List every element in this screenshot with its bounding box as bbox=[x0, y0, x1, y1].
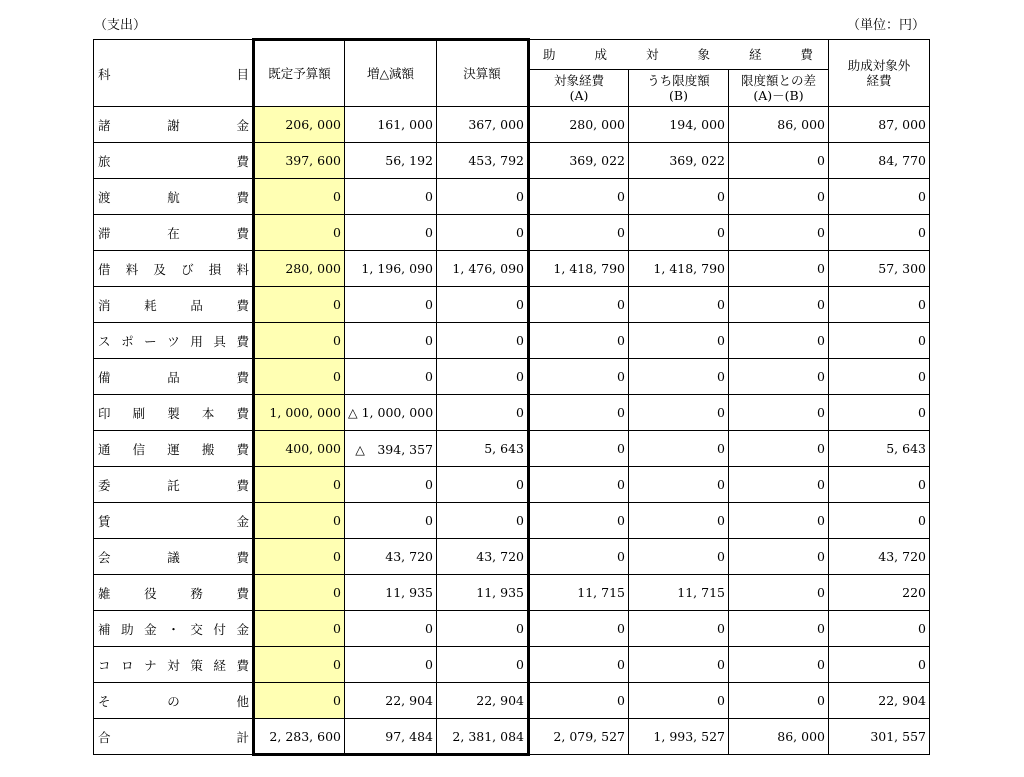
row-subject-char: 助 bbox=[121, 621, 134, 637]
eligible-group-char: 費 bbox=[800, 47, 813, 62]
cell-limit: 0 bbox=[629, 215, 729, 251]
cell-budget: 0 bbox=[254, 359, 345, 395]
cell-diff: 0 bbox=[729, 323, 829, 359]
cell-non-eligible: 0 bbox=[829, 395, 930, 431]
row-subject-char: 謝 bbox=[167, 117, 180, 133]
cell-diff: 0 bbox=[729, 179, 829, 215]
cell-settlement: 0 bbox=[437, 395, 529, 431]
table-row bbox=[94, 575, 930, 611]
row-subject-char: 金 bbox=[236, 513, 249, 529]
cell-non-eligible: 0 bbox=[829, 215, 930, 251]
cell-change: 0 bbox=[345, 503, 437, 539]
cell-limit: 0 bbox=[629, 683, 729, 719]
non-eligible-header-line2: 経費 bbox=[866, 73, 892, 88]
row-subject bbox=[94, 143, 254, 179]
cell-budget: 400, 000 bbox=[254, 431, 345, 467]
cell-change: 0 bbox=[345, 467, 437, 503]
row-subject bbox=[94, 719, 254, 755]
row-subject-char: 刷 bbox=[132, 405, 146, 421]
caption-expenditure: （支出） bbox=[94, 18, 147, 33]
cell-non-eligible: 0 bbox=[829, 467, 930, 503]
row-subject-char: 役 bbox=[144, 585, 157, 601]
cell-limit: 11, 715 bbox=[629, 575, 729, 611]
row-subject-char: び bbox=[181, 261, 194, 277]
cell-eligible: 0 bbox=[529, 323, 629, 359]
row-subject-char: 費 bbox=[236, 549, 249, 565]
cell-settlement: 0 bbox=[437, 287, 529, 323]
row-subject-char: 他 bbox=[236, 693, 249, 709]
diff-header-label: 限度額との差 bbox=[740, 73, 816, 88]
cell-budget: 1, 000, 000 bbox=[254, 395, 345, 431]
row-subject bbox=[94, 359, 254, 395]
cell-change: 97, 484 bbox=[345, 719, 437, 755]
cell-change: 0 bbox=[345, 359, 437, 395]
row-subject-char: 費 bbox=[236, 189, 249, 205]
cell-budget: 206, 000 bbox=[254, 107, 345, 143]
row-subject-char: 務 bbox=[190, 585, 203, 601]
cell-settlement: 453, 792 bbox=[437, 143, 529, 179]
row-subject-char: 備 bbox=[98, 369, 111, 385]
row-subject-char: 本 bbox=[201, 405, 215, 421]
eligible-group-char: 助 bbox=[543, 47, 556, 62]
cell-change: 22, 904 bbox=[345, 683, 437, 719]
cell-change: 0 bbox=[345, 323, 437, 359]
cell-change: △ 1, 000, 000 bbox=[345, 395, 437, 431]
row-subject-char: 金 bbox=[236, 621, 249, 637]
row-subject-char: 費 bbox=[236, 657, 249, 673]
limit-header bbox=[629, 70, 729, 107]
row-subject-char: 付 bbox=[213, 621, 226, 637]
cell-budget: 0 bbox=[254, 467, 345, 503]
row-subject bbox=[94, 287, 254, 323]
row-subject-char: そ bbox=[98, 693, 111, 709]
expenditure-table bbox=[93, 38, 930, 756]
cell-limit: 0 bbox=[629, 179, 729, 215]
eligible-header-label: 対象経費 bbox=[553, 73, 604, 88]
table-row bbox=[94, 359, 930, 395]
row-subject-char: 委 bbox=[98, 477, 111, 493]
limit-header-sub: (B) bbox=[669, 88, 688, 103]
table-row bbox=[94, 503, 930, 539]
row-subject bbox=[94, 467, 254, 503]
cell-non-eligible: 84, 770 bbox=[829, 143, 930, 179]
cell-limit: 0 bbox=[629, 539, 729, 575]
row-subject-char: 費 bbox=[236, 225, 249, 241]
row-subject bbox=[94, 107, 254, 143]
cell-settlement: 5, 643 bbox=[437, 431, 529, 467]
table-row bbox=[94, 539, 930, 575]
table-row bbox=[94, 467, 930, 503]
cell-non-eligible: 0 bbox=[829, 611, 930, 647]
row-subject bbox=[94, 179, 254, 215]
row-subject-char: 金 bbox=[144, 621, 157, 637]
eligible-group-char: 対 bbox=[645, 47, 659, 62]
row-subject-char: 議 bbox=[167, 549, 180, 565]
cell-eligible: 0 bbox=[529, 647, 629, 683]
cell-change: 0 bbox=[345, 215, 437, 251]
row-subject-char: コ bbox=[98, 657, 111, 673]
row-subject-char: 消 bbox=[98, 297, 111, 313]
cell-settlement: 0 bbox=[437, 215, 529, 251]
row-subject-char: 信 bbox=[132, 441, 146, 457]
cell-limit: 0 bbox=[629, 395, 729, 431]
cell-change: 11, 935 bbox=[345, 575, 437, 611]
cell-budget: 0 bbox=[254, 503, 345, 539]
cell-non-eligible: 0 bbox=[829, 647, 930, 683]
cell-eligible: 0 bbox=[529, 539, 629, 575]
row-subject-char: 合 bbox=[98, 729, 111, 745]
row-subject-char: 具 bbox=[213, 333, 226, 349]
eligible-group-char: 象 bbox=[697, 47, 710, 62]
non-eligible-header-line1: 助成対象外 bbox=[847, 58, 911, 73]
row-subject-char: 費 bbox=[236, 333, 249, 349]
cell-settlement: 22, 904 bbox=[437, 683, 529, 719]
cell-eligible: 0 bbox=[529, 395, 629, 431]
cell-settlement: 0 bbox=[437, 503, 529, 539]
row-subject-char: 諸 bbox=[98, 117, 111, 133]
cell-diff: 0 bbox=[729, 143, 829, 179]
table-row bbox=[94, 215, 930, 251]
cell-eligible: 11, 715 bbox=[529, 575, 629, 611]
cell-diff: 0 bbox=[729, 251, 829, 287]
row-subject-char: ス bbox=[98, 333, 111, 349]
row-subject bbox=[94, 215, 254, 251]
row-subject-char: 用 bbox=[190, 333, 203, 349]
cell-eligible: 1, 418, 790 bbox=[529, 251, 629, 287]
caption-unit: （単位：円） bbox=[846, 18, 925, 33]
cell-eligible: 0 bbox=[529, 179, 629, 215]
table-row bbox=[94, 323, 930, 359]
settlement-header: 決算額 bbox=[437, 40, 529, 107]
row-subject-char: 印 bbox=[98, 405, 111, 421]
row-subject-char: 及 bbox=[153, 261, 166, 277]
cell-diff: 0 bbox=[729, 611, 829, 647]
diff-header bbox=[729, 70, 829, 107]
row-subject-char: 策 bbox=[190, 657, 203, 673]
diff-header-sub: (A)－(B) bbox=[753, 88, 804, 103]
row-subject bbox=[94, 575, 254, 611]
cell-budget: 280, 000 bbox=[254, 251, 345, 287]
row-subject-char: 渡 bbox=[98, 189, 111, 205]
cell-diff: 0 bbox=[729, 359, 829, 395]
table-row bbox=[94, 287, 930, 323]
row-subject-char: ポ bbox=[121, 333, 134, 349]
cell-limit: 0 bbox=[629, 359, 729, 395]
cell-non-eligible: 43, 720 bbox=[829, 539, 930, 575]
table-row bbox=[94, 107, 930, 143]
row-subject-char: 費 bbox=[236, 585, 249, 601]
cell-diff: 0 bbox=[729, 431, 829, 467]
eligible-group-header bbox=[529, 40, 829, 70]
budget-header: 既定予算額 bbox=[254, 40, 345, 107]
cell-diff: 86, 000 bbox=[729, 107, 829, 143]
non-eligible-header bbox=[829, 40, 930, 107]
row-subject-char: 製 bbox=[167, 405, 180, 421]
row-subject bbox=[94, 395, 254, 431]
cell-non-eligible: 87, 000 bbox=[829, 107, 930, 143]
cell-limit: 0 bbox=[629, 323, 729, 359]
cell-settlement: 1, 476, 090 bbox=[437, 251, 529, 287]
row-subject-char: 料 bbox=[236, 261, 249, 277]
row-subject bbox=[94, 503, 254, 539]
cell-diff: 0 bbox=[729, 503, 829, 539]
cell-limit: 194, 000 bbox=[629, 107, 729, 143]
row-subject-char: の bbox=[167, 693, 180, 709]
cell-settlement: 0 bbox=[437, 467, 529, 503]
cell-non-eligible: 301, 557 bbox=[829, 719, 930, 755]
row-subject-char: 補 bbox=[98, 621, 111, 637]
row-subject-char: 費 bbox=[236, 441, 249, 457]
cell-budget: 0 bbox=[254, 611, 345, 647]
cell-eligible: 0 bbox=[529, 359, 629, 395]
cell-diff: 0 bbox=[729, 395, 829, 431]
row-subject-char: 雑 bbox=[98, 585, 111, 601]
cell-budget: 0 bbox=[254, 179, 345, 215]
cell-non-eligible: 5, 643 bbox=[829, 431, 930, 467]
cell-change: 1, 196, 090 bbox=[345, 251, 437, 287]
row-subject-char: 在 bbox=[167, 225, 180, 241]
cell-change: △ 394, 357 bbox=[345, 431, 437, 467]
subject-header-right: 目 bbox=[236, 67, 249, 82]
row-subject-char: 品 bbox=[190, 297, 203, 313]
row-subject-char: 費 bbox=[236, 369, 249, 385]
cell-budget: 0 bbox=[254, 215, 345, 251]
cell-eligible: 0 bbox=[529, 287, 629, 323]
row-subject-char: 経 bbox=[213, 657, 226, 673]
row-subject bbox=[94, 647, 254, 683]
cell-limit: 0 bbox=[629, 647, 729, 683]
row-subject-char: 費 bbox=[236, 477, 249, 493]
cell-diff: 0 bbox=[729, 539, 829, 575]
cell-limit: 0 bbox=[629, 287, 729, 323]
cell-non-eligible: 22, 904 bbox=[829, 683, 930, 719]
cell-settlement: 0 bbox=[437, 611, 529, 647]
cell-non-eligible: 0 bbox=[829, 503, 930, 539]
row-subject-char: 損 bbox=[208, 261, 222, 277]
change-header: 増△減額 bbox=[345, 40, 437, 107]
cell-diff: 86, 000 bbox=[729, 719, 829, 755]
cell-non-eligible: 220 bbox=[829, 575, 930, 611]
cell-limit: 1, 418, 790 bbox=[629, 251, 729, 287]
subject-header-left: 科 bbox=[98, 67, 111, 82]
cell-change: 43, 720 bbox=[345, 539, 437, 575]
table-row bbox=[94, 431, 930, 467]
cell-budget: 0 bbox=[254, 539, 345, 575]
cell-limit: 0 bbox=[629, 467, 729, 503]
row-subject-char: 対 bbox=[167, 657, 180, 673]
table-row bbox=[94, 179, 930, 215]
row-subject-char: 託 bbox=[167, 477, 180, 493]
cell-settlement: 0 bbox=[437, 179, 529, 215]
cell-change: 0 bbox=[345, 647, 437, 683]
eligible-group-char: 経 bbox=[748, 47, 762, 62]
cell-eligible: 2, 079, 527 bbox=[529, 719, 629, 755]
cell-budget: 0 bbox=[254, 575, 345, 611]
row-subject-char: 交 bbox=[190, 621, 203, 637]
cell-change: 0 bbox=[345, 611, 437, 647]
eligible-header-sub: (A) bbox=[569, 88, 589, 103]
cell-change: 56, 192 bbox=[345, 143, 437, 179]
limit-header-label: うち限度額 bbox=[647, 73, 710, 88]
eligible-header bbox=[529, 70, 629, 107]
table-row bbox=[94, 719, 930, 755]
table-row bbox=[94, 647, 930, 683]
row-subject-char: 通 bbox=[98, 441, 111, 457]
row-subject-char: ・ bbox=[167, 621, 180, 637]
eligible-group-char: 成 bbox=[594, 47, 607, 62]
cell-non-eligible: 57, 300 bbox=[829, 251, 930, 287]
row-subject bbox=[94, 611, 254, 647]
row-subject-char: 借 bbox=[98, 261, 111, 277]
row-subject-char: 計 bbox=[236, 729, 249, 745]
row-subject bbox=[94, 539, 254, 575]
table-row bbox=[94, 143, 930, 179]
cell-eligible: 0 bbox=[529, 467, 629, 503]
cell-budget: 2, 283, 600 bbox=[254, 719, 345, 755]
table-row bbox=[94, 395, 930, 431]
cell-limit: 0 bbox=[629, 611, 729, 647]
cell-non-eligible: 0 bbox=[829, 179, 930, 215]
row-subject-char: 費 bbox=[236, 153, 249, 169]
cell-eligible: 0 bbox=[529, 611, 629, 647]
table-row bbox=[94, 611, 930, 647]
cell-settlement: 2, 381, 084 bbox=[437, 719, 529, 755]
cell-diff: 0 bbox=[729, 647, 829, 683]
cell-eligible: 0 bbox=[529, 683, 629, 719]
row-subject-char: 滞 bbox=[98, 225, 111, 241]
cell-non-eligible: 0 bbox=[829, 323, 930, 359]
cell-budget: 0 bbox=[254, 647, 345, 683]
row-subject-char: 費 bbox=[236, 405, 249, 421]
cell-diff: 0 bbox=[729, 575, 829, 611]
cell-eligible: 0 bbox=[529, 215, 629, 251]
cell-eligible: 0 bbox=[529, 431, 629, 467]
row-subject-char: 賃 bbox=[98, 513, 111, 529]
row-subject-char: 運 bbox=[167, 441, 180, 457]
row-subject-char: ー bbox=[144, 333, 157, 349]
cell-budget: 397, 600 bbox=[254, 143, 345, 179]
cell-settlement: 0 bbox=[437, 647, 529, 683]
cell-limit: 0 bbox=[629, 431, 729, 467]
cell-change: 0 bbox=[345, 287, 437, 323]
cell-limit: 369, 022 bbox=[629, 143, 729, 179]
row-subject-char: 旅 bbox=[98, 153, 111, 169]
subject-header bbox=[94, 40, 254, 107]
row-subject-char: ロ bbox=[121, 657, 134, 673]
cell-change: 0 bbox=[345, 179, 437, 215]
cell-budget: 0 bbox=[254, 683, 345, 719]
cell-diff: 0 bbox=[729, 287, 829, 323]
row-subject-char: 搬 bbox=[201, 441, 215, 457]
cell-budget: 0 bbox=[254, 323, 345, 359]
row-subject-char: 費 bbox=[236, 297, 249, 313]
cell-diff: 0 bbox=[729, 683, 829, 719]
row-subject bbox=[94, 683, 254, 719]
cell-diff: 0 bbox=[729, 215, 829, 251]
cell-non-eligible: 0 bbox=[829, 287, 930, 323]
row-subject bbox=[94, 323, 254, 359]
cell-settlement: 0 bbox=[437, 359, 529, 395]
cell-settlement: 367, 000 bbox=[437, 107, 529, 143]
row-subject-char: 金 bbox=[236, 117, 249, 133]
row-subject-char: ナ bbox=[144, 657, 157, 673]
cell-settlement: 43, 720 bbox=[437, 539, 529, 575]
row-subject bbox=[94, 431, 254, 467]
row-subject-char: 品 bbox=[167, 369, 180, 385]
cell-eligible: 369, 022 bbox=[529, 143, 629, 179]
row-subject-char: ツ bbox=[167, 333, 180, 349]
cell-budget: 0 bbox=[254, 287, 345, 323]
table-row bbox=[94, 683, 930, 719]
row-subject-char: 料 bbox=[125, 261, 139, 277]
row-subject-char: 耗 bbox=[144, 297, 157, 313]
cell-eligible: 280, 000 bbox=[529, 107, 629, 143]
cell-diff: 0 bbox=[729, 467, 829, 503]
cell-settlement: 11, 935 bbox=[437, 575, 529, 611]
cell-non-eligible: 0 bbox=[829, 359, 930, 395]
cell-change: 161, 000 bbox=[345, 107, 437, 143]
row-subject-char: 航 bbox=[167, 189, 180, 205]
cell-eligible: 0 bbox=[529, 503, 629, 539]
row-subject bbox=[94, 251, 254, 287]
row-subject-char: 会 bbox=[98, 549, 111, 565]
table-row bbox=[94, 251, 930, 287]
cell-limit: 1, 993, 527 bbox=[629, 719, 729, 755]
cell-limit: 0 bbox=[629, 503, 729, 539]
cell-settlement: 0 bbox=[437, 323, 529, 359]
